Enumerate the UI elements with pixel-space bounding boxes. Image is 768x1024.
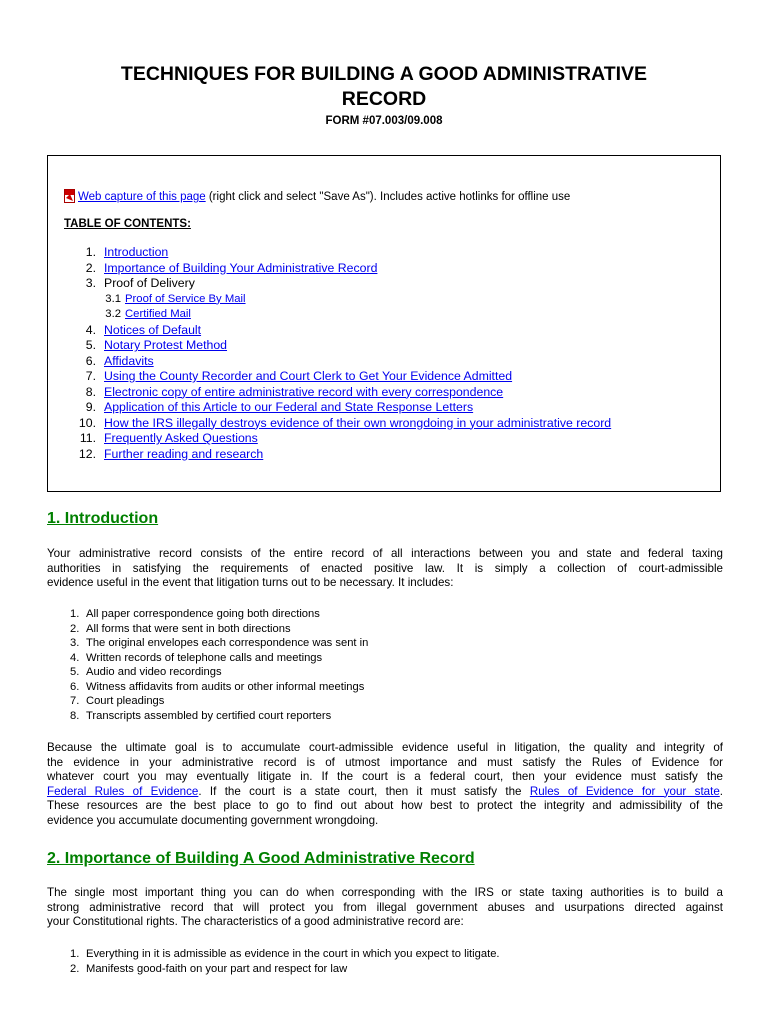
toc-item-number: 6. — [85, 353, 96, 368]
list-item-number: 5. — [70, 666, 80, 678]
para-line: Your administrative record consists of the entire record of all interactions between you and state and federal taxing — [47, 547, 723, 560]
web-capture-link[interactable]: Web capture of this page — [78, 191, 206, 203]
para-line-with-links — [47, 785, 723, 800]
section-2-paragraph-1 — [47, 886, 723, 930]
list-item-number: 4. — [70, 651, 80, 664]
toc-item-number: 3.1 — [105, 292, 121, 305]
toc-item-number: 9. — [85, 400, 96, 414]
section-1-paragraph-1 — [47, 547, 723, 591]
toc-item[interactable] — [48, 261, 377, 276]
toc-item-number: 7. — [85, 369, 96, 383]
toc-item-number: 10. — [78, 415, 96, 430]
toc-item-link[interactable]: Certified Mail — [125, 308, 191, 320]
list-item-number: 3. — [70, 637, 80, 649]
list-item — [70, 622, 368, 637]
toc-item-link[interactable]: Using the County Recorder and Court Clerk to Get Your Evidence Admitted — [104, 369, 513, 383]
title-line-2: RECORD — [341, 88, 427, 110]
section-1-heading[interactable]: 1. Introduction — [47, 510, 159, 527]
document-title — [40, 62, 728, 112]
toc-item[interactable] — [48, 338, 227, 353]
list-item — [70, 680, 368, 695]
toc-item[interactable] — [48, 416, 611, 431]
list-item — [70, 651, 368, 666]
para-line: whatever court you may eventually litigate in. If the court is a federal court, then your evidence must satisfy the — [47, 770, 723, 783]
list-item — [70, 694, 368, 709]
list-item-number: 7. — [70, 695, 80, 707]
list-item-text: Written records of telephone calls and meetings — [86, 651, 323, 664]
para-line: authorities in satisfying the requirements of enacted positive law. It is simply a collection of court-admissible — [47, 561, 723, 575]
toc-item-link[interactable]: Importance of Building Your Administrative Record — [104, 260, 378, 275]
list-item-text: Witness affidavits from audits or other informal meetings — [86, 680, 365, 693]
list-item-number: 6. — [70, 680, 80, 693]
toc-item-number: 2. — [85, 260, 96, 275]
list-item-text: All forms that were sent in both directions — [86, 622, 291, 635]
section-2-list — [70, 947, 500, 976]
toc-item-number: 12. — [78, 446, 96, 461]
list-item-number: 8. — [70, 709, 80, 722]
list-item-text: The original envelopes each correspondence was sent in — [86, 637, 369, 649]
table-of-contents-box — [47, 155, 721, 492]
list-item — [70, 607, 368, 622]
toc-item-number: 8. — [85, 384, 96, 399]
list-item — [70, 636, 368, 651]
toc-item-link[interactable]: Affidavits — [104, 353, 154, 368]
list-item-number: 1. — [70, 948, 80, 960]
title-line-1: TECHNIQUES FOR BUILDING A GOOD ADMINISTRATIVE — [120, 63, 648, 85]
para-line: evidence you accumulate documenting government wrongdoing. — [47, 813, 379, 827]
toc-item-number: 1. — [85, 245, 96, 259]
toc-item-number: 3. — [85, 276, 96, 290]
list-item — [70, 665, 368, 680]
list-item-number: 2. — [70, 622, 80, 635]
list-item-number: 2. — [70, 962, 80, 975]
toc-item-link[interactable]: Electronic copy of entire administrative record with every correspondence — [104, 384, 504, 399]
toc-item-link[interactable]: Introduction — [104, 245, 169, 259]
list-item-number: 1. — [70, 608, 80, 620]
para-line: the evidence in your administrative record is of utmost importance and must satisfy the Rules of Evidence for — [47, 755, 723, 769]
list-item-text: All paper correspondence going both directions — [86, 608, 320, 620]
section-1-list — [70, 607, 368, 723]
toc-item[interactable] — [48, 385, 503, 400]
toc-item-link[interactable]: Application of this Article to our Federal and State Response Letters — [104, 400, 474, 414]
list-item-text: Audio and video recordings — [86, 666, 222, 678]
toc-item[interactable] — [48, 323, 201, 338]
web-capture-note: (right click and select "Save As"). Includes active hotlinks for offline use — [205, 191, 571, 203]
toc-item[interactable] — [48, 354, 154, 369]
toc-item[interactable] — [48, 447, 263, 462]
para-line: Because the ultimate goal is to accumulate court-admissible evidence useful in litigation, the quality and integrity of — [47, 741, 723, 754]
toc-item-number: 5. — [85, 338, 96, 352]
toc-item[interactable] — [48, 400, 473, 415]
para-text: . — [719, 784, 724, 798]
list-item-text: Court pleadings — [86, 695, 165, 707]
para-line: evidence useful in the event that litigation turns out to be necessary. It includes: — [47, 576, 454, 589]
form-number: FORM #07.003/09.008 — [325, 115, 443, 127]
toc-item[interactable] — [48, 369, 512, 384]
toc-item[interactable] — [48, 292, 246, 307]
list-item — [70, 962, 500, 977]
pdf-icon[interactable] — [64, 189, 76, 203]
toc-item-label: Proof of Delivery — [104, 276, 195, 290]
list-item — [70, 947, 500, 962]
para-line: strong administrative record that will protect you from illegal government abuses and usurpations directed against — [47, 900, 723, 914]
para-line: your Constitutional rights. The characteristics of a good administrative record are: — [47, 915, 464, 928]
state-rules-of-evidence-link[interactable]: Rules of Evidence for your state — [529, 784, 720, 798]
para-text: . If the court is a state court, then it must satisfy the — [198, 784, 530, 798]
list-item — [70, 709, 368, 724]
toc-item-number: 11. — [79, 431, 96, 445]
toc-item — [48, 276, 195, 291]
section-1-paragraph-2 — [47, 741, 723, 828]
toc-item[interactable] — [48, 431, 258, 446]
toc-item-number: 4. — [85, 322, 96, 337]
toc-item-link[interactable]: Proof of Service By Mail — [125, 292, 246, 305]
list-item-text: Transcripts assembled by certified court reporters — [86, 709, 332, 722]
para-line: The single most important thing you can do when corresponding with the IRS or state taxing authorities is to build a — [47, 886, 723, 899]
web-capture-line — [64, 189, 570, 203]
toc-item[interactable] — [48, 245, 168, 260]
federal-rules-of-evidence-link[interactable]: Federal Rules of Evidence — [47, 784, 199, 798]
toc-item-link[interactable]: How the IRS illegally destroys evidence of their own wrongdoing in your administrative record — [104, 415, 612, 430]
toc-heading: TABLE OF CONTENTS: — [64, 218, 191, 230]
toc-item-number: 3.2 — [105, 308, 121, 320]
section-2-heading[interactable]: 2. Importance of Building A Good Administrative Record — [47, 850, 475, 867]
toc-item-link[interactable]: Frequently Asked Questions — [104, 431, 258, 445]
list-item-text: Manifests good-faith on your part and respect for law — [86, 962, 348, 975]
toc-item[interactable] — [48, 307, 191, 322]
toc-item-link[interactable]: Notary Protest Method — [104, 338, 228, 352]
toc-item-link[interactable]: Notices of Default — [104, 322, 202, 337]
toc-item-link[interactable]: Further reading and research — [104, 446, 264, 461]
para-line: These resources are the best place to go to find out about how best to protect the integrity and admissibility of the — [47, 799, 723, 812]
list-item-text: Everything in it is admissible as evidence in the court in which you expect to litigate. — [86, 948, 500, 960]
